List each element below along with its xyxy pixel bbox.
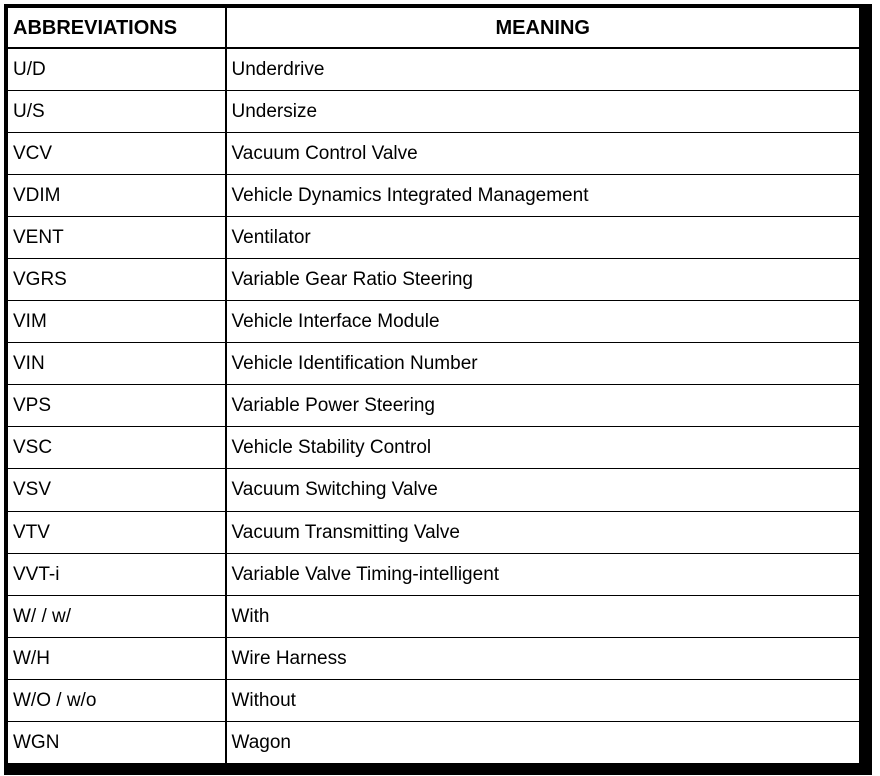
table-row (8, 511, 860, 553)
abbreviation-cell: W/O / w/o (8, 679, 226, 721)
meaning-cell: Vacuum Transmitting Valve (226, 511, 860, 553)
table-header-row (8, 8, 860, 49)
meaning-cell: Vacuum Switching Valve (226, 469, 860, 511)
table-row (8, 343, 860, 385)
abbreviations-table (7, 7, 860, 764)
table-row (8, 175, 860, 217)
table-row (8, 91, 860, 133)
table-row (8, 259, 860, 301)
table-row (8, 427, 860, 469)
table-row (8, 217, 860, 259)
meaning-cell: Variable Power Steering (226, 385, 860, 427)
meaning-cell: Ventilator (226, 217, 860, 259)
table-row (8, 595, 860, 637)
meaning-cell: Wire Harness (226, 637, 860, 679)
table-row (8, 385, 860, 427)
table-row (8, 48, 860, 91)
abbreviation-cell: W/H (8, 637, 226, 679)
table-row (8, 637, 860, 679)
table-row (8, 469, 860, 511)
table-row (8, 133, 860, 175)
abbreviations-table-frame (4, 4, 863, 767)
meaning-cell: Vehicle Identification Number (226, 343, 860, 385)
meaning-cell: Vehicle Interface Module (226, 301, 860, 343)
column-header-abbreviations: ABBREVIATIONS (8, 8, 226, 49)
abbreviation-cell: VVT-i (8, 553, 226, 595)
meaning-cell: Vehicle Dynamics Integrated Management (226, 175, 860, 217)
abbreviation-cell: VSV (8, 469, 226, 511)
meaning-cell: With (226, 595, 860, 637)
meaning-cell: Without (226, 679, 860, 721)
meaning-cell: Vehicle Stability Control (226, 427, 860, 469)
table-row (8, 553, 860, 595)
abbreviation-cell: VIN (8, 343, 226, 385)
abbreviation-cell: VDIM (8, 175, 226, 217)
abbreviation-cell: VTV (8, 511, 226, 553)
table-row (8, 679, 860, 721)
table-row (8, 721, 860, 763)
abbreviation-cell: VGRS (8, 259, 226, 301)
abbreviation-cell: U/S (8, 91, 226, 133)
column-header-meaning: MEANING (226, 8, 860, 49)
meaning-cell: Wagon (226, 721, 860, 763)
abbreviation-cell: VPS (8, 385, 226, 427)
abbreviation-cell: W/ / w/ (8, 595, 226, 637)
abbreviation-cell: VIM (8, 301, 226, 343)
abbreviation-cell: VENT (8, 217, 226, 259)
meaning-cell: Vacuum Control Valve (226, 133, 860, 175)
abbreviation-cell: WGN (8, 721, 226, 763)
meaning-cell: Underdrive (226, 48, 860, 91)
table-shadow-right (863, 4, 872, 775)
meaning-cell: Variable Valve Timing-intelligent (226, 553, 860, 595)
meaning-cell: Variable Gear Ratio Steering (226, 259, 860, 301)
abbreviation-cell: U/D (8, 48, 226, 91)
table-shadow-bottom (4, 767, 872, 775)
table-row (8, 301, 860, 343)
abbreviation-cell: VSC (8, 427, 226, 469)
abbreviation-cell: VCV (8, 133, 226, 175)
meaning-cell: Undersize (226, 91, 860, 133)
